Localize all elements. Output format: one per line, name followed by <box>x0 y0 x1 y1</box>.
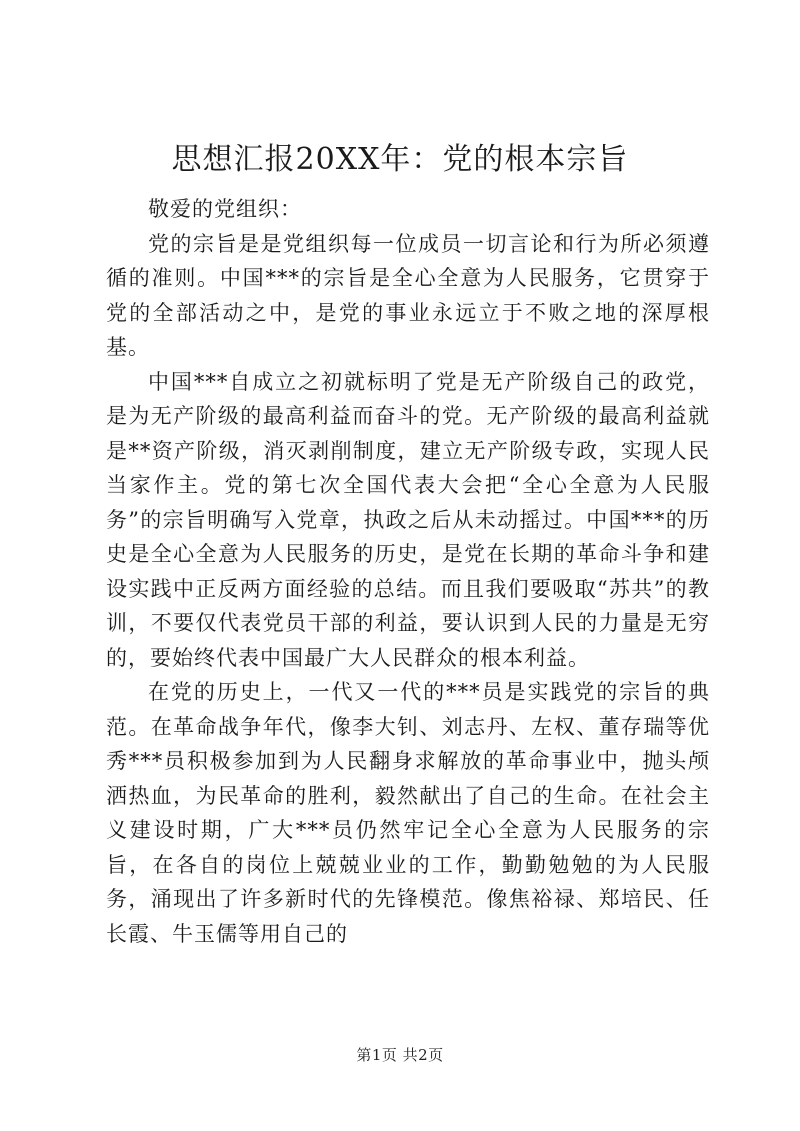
document-title: 思想汇报20XX年：党的根本宗旨 <box>171 142 629 177</box>
paragraph: 中国***自成立之初就标明了党是无产阶级自己的政党，是为无产阶级的最高利益而奋斗的党。无产阶级的最高利益就是**资产阶级，消灭剥削制度，建立无产阶级专政，实现人民当家作主。党的第七次全国代表大会把“全心全意为人民服务”的宗旨明确写入党章，执政之后从未动摇过。中国***的历史是全心全意为人民服务的历史，是党在长期的革命斗争和建设实践中正反两方面经验的总结。而且我们要吸取“苏共”的教训，不要仅代表党员干部的利益，要认识到人民的力量是无穷的，要始终代表中国最广大人民群众的根本利益。 <box>106 369 710 670</box>
page-number-footer: 第1页 共2页 <box>356 1046 444 1064</box>
document-body <box>106 192 710 951</box>
paragraph: 在党的历史上，一代又一代的***员是实践党的宗旨的典范。在革命战争年代，像李大钊、刘志丹、左权、董存瑞等优秀***员积极参加到为人民翻身求解放的革命事业中，抛头颅洒热血，为民革命的胜利，毅然献出了自己的生命。在社会主义建设时期，广大***员仍然牢记全心全意为人民服务的宗旨，在各自的岗位上兢兢业业的工作，勤勤勉勉的为人民服务，涌现出了许多新时代的先锋模范。像焦裕禄、郑培民、任长霞、牛玉儒等用自己的 <box>106 680 710 946</box>
paragraph: 党的宗旨是是党组织每一位成员一切言论和行为所必须遵循的准则。中国***的宗旨是全心全意为人民服务，它贯穿于党的全部活动之中，是党的事业永远立于不败之地的深厚根基。 <box>106 231 710 359</box>
salutation: 敬爱的党组织： <box>148 197 302 221</box>
